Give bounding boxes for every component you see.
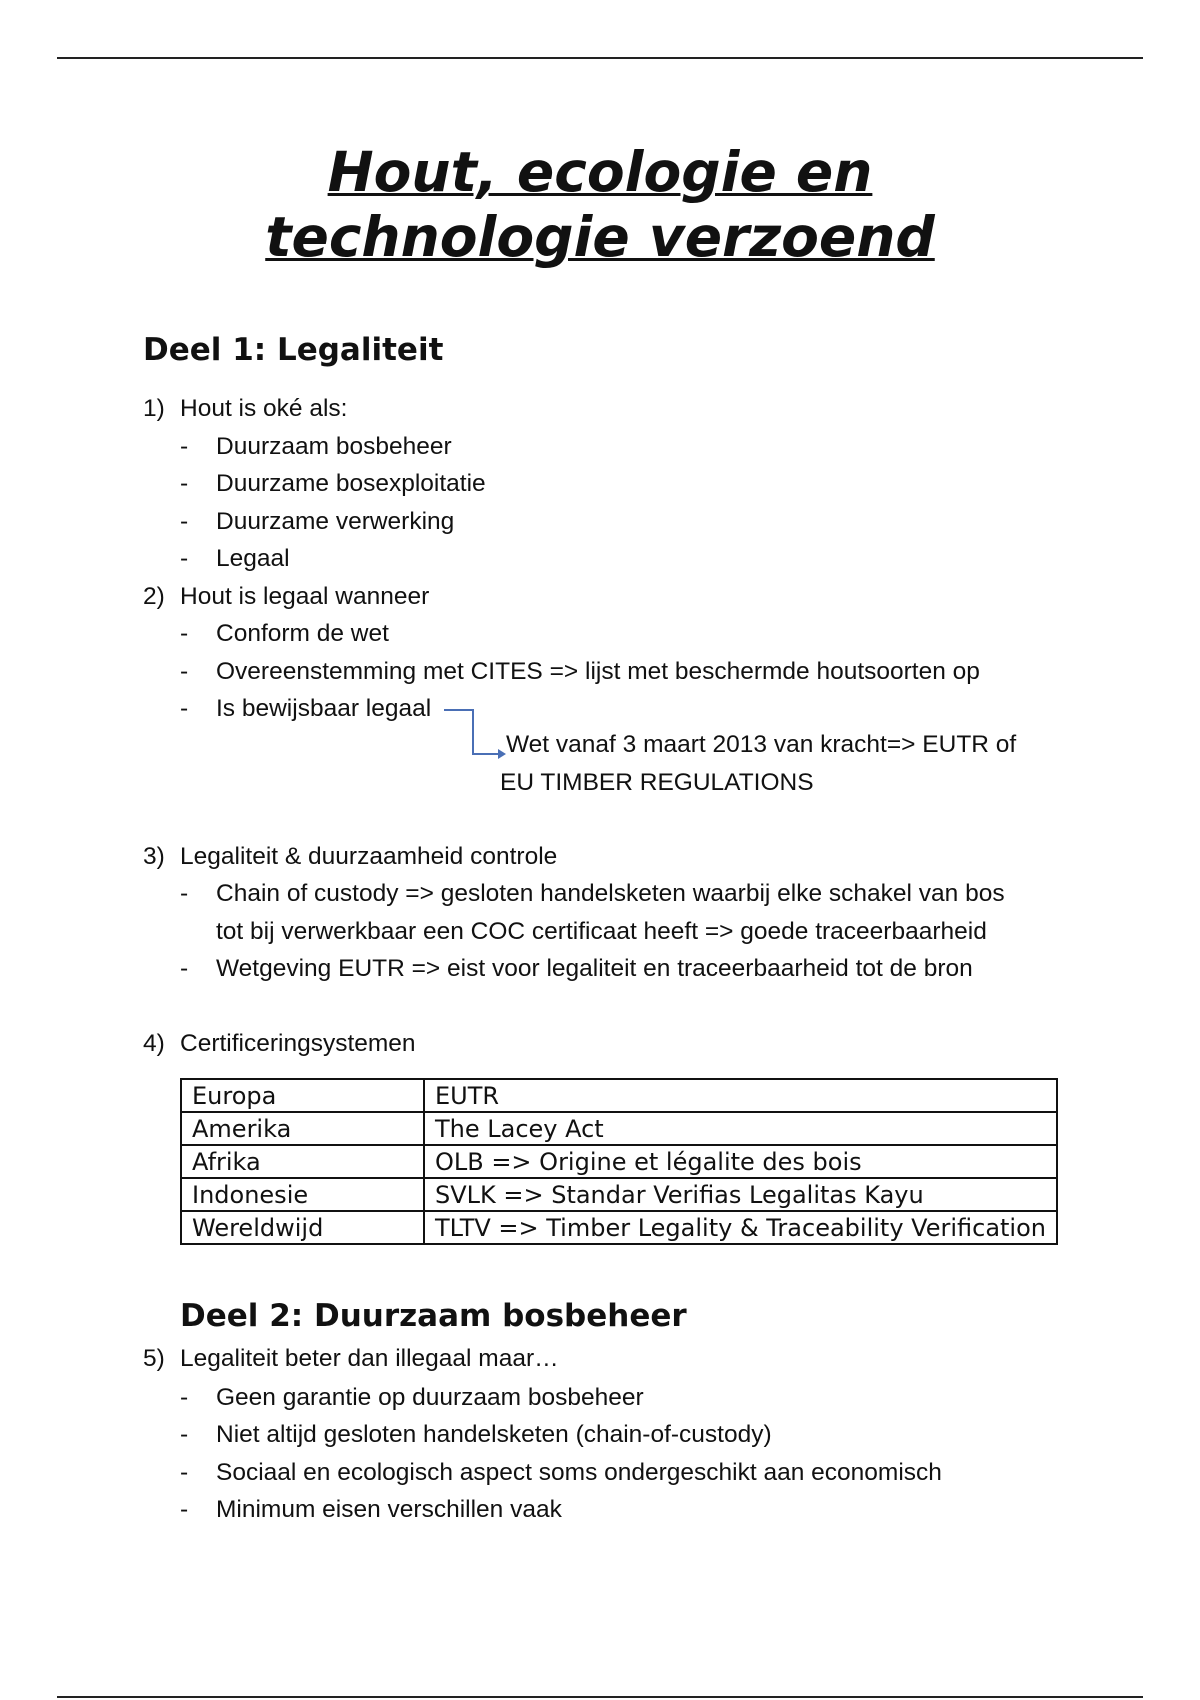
table-cell-region: Indonesie [181, 1178, 424, 1211]
bullet: - [180, 695, 189, 722]
section-1-number: 1) [143, 395, 165, 422]
table-cell-system: The Lacey Act [424, 1112, 1057, 1145]
section-2-number: 2) [143, 583, 165, 610]
table-cell-system: TLTV => Timber Legality & Traceability Verification [424, 1211, 1057, 1244]
section-2-text: Hout is legaal wanneer [180, 583, 430, 610]
bullet: - [180, 955, 189, 982]
list-item: Niet altijd gesloten handelsketen (chain-of-custody) [216, 1421, 772, 1448]
section-3-text: Legaliteit & duurzaamheid controle [180, 843, 558, 870]
bullet: - [180, 880, 189, 907]
certification-table [180, 1078, 1058, 1245]
bullet: - [180, 433, 189, 460]
bullet: - [180, 545, 189, 572]
table-row [181, 1079, 1057, 1112]
list-item: Sociaal en ecologisch aspect soms ondergeschikt aan economisch [216, 1459, 942, 1486]
list-item: Minimum eisen verschillen vaak [216, 1496, 562, 1523]
table-cell-region: Afrika [181, 1145, 424, 1178]
section-1-text: Hout is oké als: [180, 395, 348, 422]
bullet: - [180, 1384, 189, 1411]
section-4-number: 4) [143, 1030, 165, 1057]
bullet: - [180, 508, 189, 535]
list-item: Duurzaam bosbeheer [216, 433, 452, 460]
footer-rule [57, 1696, 1143, 1698]
table-cell-system: EUTR [424, 1079, 1057, 1112]
bullet: - [180, 1496, 189, 1523]
document-title [0, 140, 1200, 270]
title-line-2: technologie verzoend [265, 205, 935, 269]
table-row [181, 1145, 1057, 1178]
list-item: Geen garantie op duurzaam bosbeheer [216, 1384, 644, 1411]
list-item: Legaal [216, 545, 290, 572]
bullet: - [180, 470, 189, 497]
bullet: - [180, 1421, 189, 1448]
deel-2-heading: Deel 2: Duurzaam bosbeheer [180, 1298, 687, 1334]
title-line-1: Hout, ecologie en [327, 140, 873, 204]
table-cell-region: Amerika [181, 1112, 424, 1145]
eutr-note-line-2: EU TIMBER REGULATIONS [500, 769, 814, 796]
section-4-text: Certificeringsystemen [180, 1030, 416, 1057]
eutr-note-line-1: Wet vanaf 3 maart 2013 van kracht=> EUTR of [506, 731, 1017, 758]
bullet: - [180, 1459, 189, 1486]
table-row [181, 1112, 1057, 1145]
section-5-text: Legaliteit beter dan illegaal maar… [180, 1345, 559, 1372]
bullet: - [180, 620, 189, 647]
deel-1-heading: Deel 1: Legaliteit [143, 332, 444, 368]
list-item: Conform de wet [216, 620, 389, 647]
table-cell-system: SVLK => Standar Verifias Legalitas Kayu [424, 1178, 1057, 1211]
table-row [181, 1211, 1057, 1244]
table-cell-region: Europa [181, 1079, 424, 1112]
list-item: Wetgeving EUTR => eist voor legaliteit en traceerbaarheid tot de bron [216, 955, 973, 982]
section-3-number: 3) [143, 843, 165, 870]
list-item: Overeenstemming met CITES => lijst met beschermde houtsoorten op [216, 658, 980, 685]
section-5-number: 5) [143, 1345, 165, 1372]
arrow-icon [440, 700, 506, 762]
table-cell-region: Wereldwijd [181, 1211, 424, 1244]
table-row [181, 1178, 1057, 1211]
list-item: Chain of custody => gesloten handelsketen waarbij elke schakel van bos [216, 880, 1005, 907]
list-item: Duurzame verwerking [216, 508, 455, 535]
table-cell-system: OLB => Origine et légalite des bois [424, 1145, 1057, 1178]
list-item: Duurzame bosexploitatie [216, 470, 486, 497]
list-item: Is bewijsbaar legaal [216, 695, 432, 722]
bullet: - [180, 658, 189, 685]
header-rule [57, 57, 1143, 59]
list-item-continuation: tot bij verwerkbaar een COC certificaat heeft => goede traceerbaarheid [216, 918, 987, 945]
